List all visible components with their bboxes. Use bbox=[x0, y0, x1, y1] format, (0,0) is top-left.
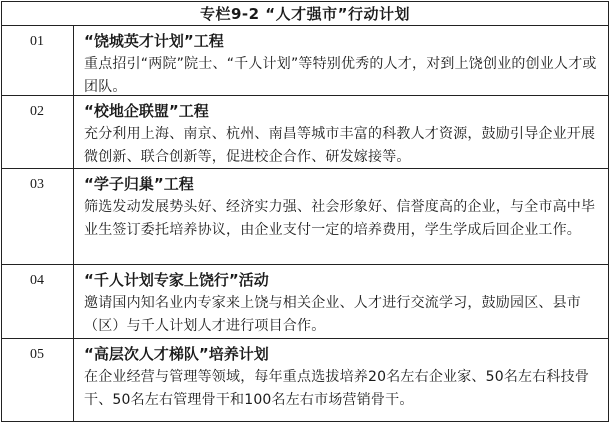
row-title: “学子归巢”工程 bbox=[84, 175, 194, 193]
table-row bbox=[2, 169, 608, 265]
table-row bbox=[2, 265, 608, 339]
row-description: 筛选发动发展势头好、经济实力强、社会形象好、信誉度高的企业，与全市高中毕业生签订委托培养协议，由企业支付一定的培养费用，学生学成后回企业工作。 bbox=[84, 199, 596, 238]
row-title: “饶城英才计划”工程 bbox=[84, 32, 224, 50]
row-title: “高层次人才梯队”培养计划 bbox=[84, 345, 269, 363]
row-number: 02 bbox=[2, 96, 74, 168]
row-number: 03 bbox=[2, 169, 74, 264]
row-description: 邀请国内知名业内专家来上饶与相关企业、人才进行交流学习，鼓励园区、县市（区）与千人计划人才进行项目合作。 bbox=[84, 295, 581, 334]
row-number: 04 bbox=[2, 265, 74, 338]
table-row bbox=[2, 96, 608, 169]
row-content bbox=[74, 96, 608, 168]
table-row bbox=[2, 26, 608, 96]
table-row bbox=[2, 339, 608, 422]
row-title: “校地企联盟”工程 bbox=[84, 102, 209, 120]
row-content bbox=[74, 169, 608, 264]
table-title: 专栏9-2 “人才强市”行动计划 bbox=[2, 2, 608, 26]
row-content bbox=[74, 26, 608, 95]
row-title: “千人计划专家上饶行”活动 bbox=[84, 271, 269, 289]
action-plan-table bbox=[1, 1, 609, 422]
row-description: 重点招引“两院”院士、“千人计划”等特别优秀的人才，对到上饶创业的创业人才或团队。 bbox=[84, 56, 597, 95]
row-number: 01 bbox=[2, 26, 74, 95]
row-number: 05 bbox=[2, 339, 74, 422]
row-description: 在企业经营与管理等领域，每年重点选拔培养20名左右企业家、50名左右科技骨干、50名左右管理骨干和100名左右市场营销骨干。 bbox=[84, 369, 590, 408]
row-description: 充分利用上海、南京、杭州、南昌等城市丰富的科教人才资源，鼓励引导企业开展微创新、联合创新等，促进校企合作、研发嫁接等。 bbox=[84, 126, 596, 165]
row-content bbox=[74, 265, 608, 338]
row-content bbox=[74, 339, 608, 422]
